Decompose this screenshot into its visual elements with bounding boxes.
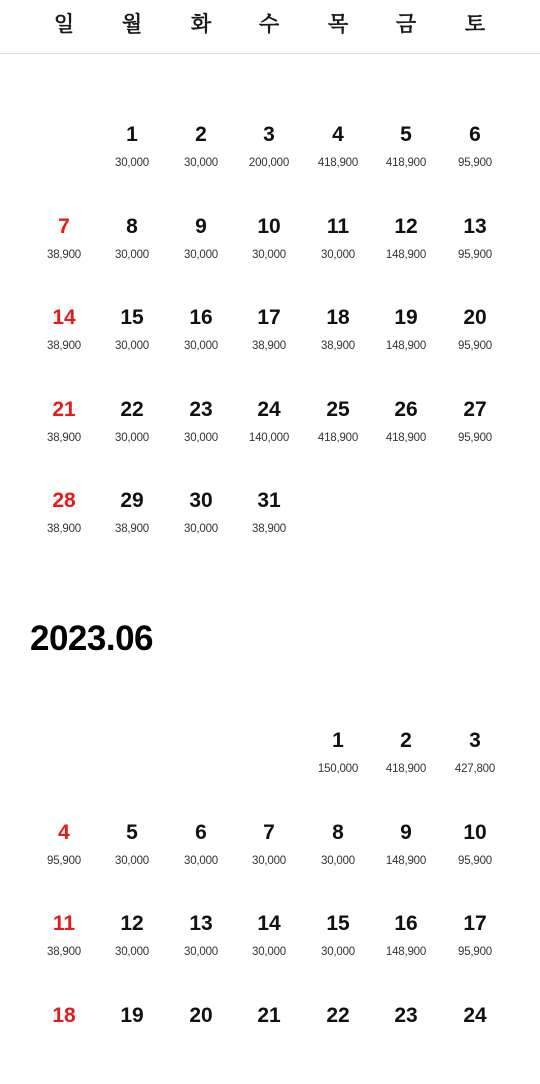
day-number: 19	[120, 1003, 144, 1027]
day-number: 5	[400, 123, 412, 146]
day-cell[interactable]	[372, 215, 440, 295]
day-price: 140,000	[248, 431, 290, 444]
weekday-fri: 금	[395, 12, 417, 36]
day-cell[interactable]	[30, 306, 98, 386]
day-price: 30,000	[115, 431, 149, 444]
day-number: 30	[189, 489, 213, 513]
day-number: 12	[120, 912, 144, 936]
day-price: 38,900	[321, 340, 355, 353]
day-cell[interactable]	[235, 306, 303, 386]
day-cell[interactable]	[441, 821, 509, 901]
day-price: 148,900	[385, 248, 427, 261]
day-price: 30,000	[115, 248, 149, 261]
day-number: 8	[126, 214, 138, 238]
day-cell[interactable]	[30, 821, 98, 901]
day-price: 30,000	[115, 340, 149, 353]
day-price: 30,000	[184, 340, 218, 353]
day-price: 30,000	[184, 157, 218, 169]
day-cell[interactable]	[304, 1004, 372, 1084]
day-cell[interactable]	[441, 912, 509, 992]
day-price: 95,900	[458, 431, 492, 444]
day-number: 16	[189, 306, 213, 330]
day-cell[interactable]	[167, 489, 235, 569]
day-cell[interactable]	[167, 821, 235, 901]
day-number: 13	[189, 912, 213, 936]
day-price: 30,000	[252, 946, 286, 959]
day-number: 24	[463, 1003, 487, 1027]
day-price: 418,900	[385, 431, 427, 444]
day-number: 3	[469, 729, 481, 752]
day-price: 30,000	[252, 248, 286, 261]
day-cell[interactable]	[98, 821, 166, 901]
day-cell[interactable]	[441, 1004, 509, 1084]
day-number: 17	[257, 306, 281, 330]
day-number: 9	[400, 820, 412, 844]
day-cell[interactable]	[167, 123, 235, 203]
day-cell[interactable]	[372, 1004, 440, 1084]
day-number: 5	[126, 820, 138, 844]
day-price: 30,000	[115, 946, 149, 959]
day-price: 95,900	[458, 157, 492, 169]
day-cell[interactable]	[98, 398, 166, 478]
day-cell[interactable]	[304, 215, 372, 295]
day-price: 30,000	[115, 854, 149, 867]
day-number: 11	[52, 912, 76, 936]
day-price: 38,900	[115, 523, 149, 536]
day-cell[interactable]	[98, 489, 166, 569]
day-number: 16	[394, 912, 418, 936]
day-number: 2	[195, 123, 207, 146]
day-cell[interactable]	[235, 912, 303, 992]
day-cell[interactable]	[235, 398, 303, 478]
day-cell[interactable]	[98, 215, 166, 295]
day-number: 17	[463, 912, 487, 936]
day-cell[interactable]	[441, 123, 509, 203]
day-cell[interactable]	[30, 489, 98, 569]
day-price: 418,900	[385, 763, 427, 775]
day-cell[interactable]	[372, 729, 440, 809]
month-title: 2023.06	[30, 619, 154, 658]
day-price: 95,900	[47, 854, 81, 867]
day-price: 95,900	[458, 854, 492, 867]
day-cell[interactable]	[235, 215, 303, 295]
day-cell[interactable]	[304, 729, 372, 809]
day-cell[interactable]	[30, 398, 98, 478]
day-number: 20	[189, 1003, 213, 1027]
day-price: 30,000	[184, 248, 218, 261]
day-cell[interactable]	[235, 489, 303, 569]
day-cell[interactable]	[235, 1004, 303, 1084]
day-number: 3	[263, 123, 275, 146]
day-price: 38,900	[47, 340, 81, 353]
day-number: 20	[463, 306, 487, 330]
day-number: 18	[326, 306, 350, 330]
day-cell[interactable]	[235, 123, 303, 203]
day-price: 95,900	[458, 946, 492, 959]
day-cell[interactable]	[30, 1004, 98, 1084]
day-cell[interactable]	[304, 398, 372, 478]
weekday-sun: 일	[53, 12, 75, 36]
day-cell[interactable]	[304, 123, 372, 203]
day-number: 7	[58, 214, 70, 238]
day-cell[interactable]	[441, 398, 509, 478]
day-cell[interactable]	[30, 912, 98, 992]
day-cell[interactable]	[167, 398, 235, 478]
day-number: 14	[52, 306, 76, 330]
day-price: 427,800	[454, 763, 496, 775]
day-cell[interactable]	[372, 306, 440, 386]
day-number: 11	[326, 214, 350, 238]
day-cell[interactable]	[441, 215, 509, 295]
day-price: 95,900	[458, 248, 492, 261]
day-number: 13	[463, 214, 487, 238]
day-cell[interactable]	[235, 821, 303, 901]
day-price: 38,900	[47, 431, 81, 444]
day-price: 30,000	[184, 854, 218, 867]
day-price: 148,900	[385, 946, 427, 959]
day-price: 30,000	[184, 523, 218, 536]
weekday-thu: 목	[327, 12, 349, 36]
day-number: 10	[257, 214, 281, 238]
day-cell[interactable]	[98, 912, 166, 992]
day-price: 418,900	[317, 157, 359, 169]
day-price: 30,000	[115, 157, 149, 169]
day-number: 8	[332, 820, 344, 844]
day-price: 418,900	[317, 431, 359, 444]
day-number: 14	[257, 912, 281, 936]
day-price: 38,900	[252, 340, 286, 353]
day-price: 30,000	[321, 854, 355, 867]
day-number: 23	[394, 1003, 418, 1027]
weekday-mon: 월	[121, 12, 143, 36]
day-price: 200,000	[248, 157, 290, 169]
day-cell[interactable]	[372, 123, 440, 203]
day-number: 21	[257, 1003, 281, 1027]
day-number: 24	[257, 397, 281, 421]
day-cell[interactable]	[167, 912, 235, 992]
day-number: 15	[326, 912, 350, 936]
day-cell[interactable]	[98, 306, 166, 386]
day-cell[interactable]	[98, 123, 166, 203]
day-number: 12	[394, 214, 418, 238]
day-price: 30,000	[321, 946, 355, 959]
day-number: 22	[326, 1003, 350, 1027]
day-number: 26	[394, 397, 418, 421]
day-price: 38,900	[252, 523, 286, 536]
day-cell[interactable]	[372, 912, 440, 992]
day-cell[interactable]	[98, 1004, 166, 1084]
day-cell[interactable]	[372, 398, 440, 478]
day-price: 150,000	[317, 763, 359, 775]
day-number: 29	[120, 489, 144, 513]
day-cell[interactable]	[441, 306, 509, 386]
day-price: 38,900	[47, 523, 81, 536]
day-price: 148,900	[385, 854, 427, 867]
day-cell[interactable]	[167, 306, 235, 386]
day-number: 4	[332, 123, 344, 146]
day-number: 6	[469, 123, 481, 146]
day-price: 418,900	[385, 157, 427, 169]
day-number: 10	[463, 820, 487, 844]
day-price: 95,900	[458, 340, 492, 353]
day-cell[interactable]	[304, 912, 372, 992]
day-price: 30,000	[184, 431, 218, 444]
day-number: 21	[52, 397, 76, 421]
day-number: 1	[126, 123, 138, 146]
day-number: 23	[189, 397, 213, 421]
day-price: 148,900	[385, 340, 427, 353]
day-cell[interactable]	[167, 1004, 235, 1084]
day-number: 31	[257, 489, 281, 513]
day-number: 2	[400, 729, 412, 752]
day-cell[interactable]	[304, 821, 372, 901]
day-price: 30,000	[184, 946, 218, 959]
day-number: 4	[58, 820, 70, 844]
weekday-tue: 화	[190, 12, 212, 36]
day-price: 30,000	[252, 854, 286, 867]
day-number: 9	[195, 214, 207, 238]
day-number: 7	[263, 820, 275, 844]
day-price: 30,000	[321, 248, 355, 261]
day-number: 22	[120, 397, 144, 421]
weekday-header	[0, 0, 540, 54]
day-cell[interactable]	[441, 729, 509, 809]
day-number: 15	[120, 306, 144, 330]
weekday-sat: 토	[464, 12, 486, 36]
day-number: 27	[463, 397, 487, 421]
day-cell[interactable]	[304, 306, 372, 386]
day-price: 38,900	[47, 946, 81, 959]
day-number: 18	[52, 1003, 76, 1027]
day-price: 38,900	[47, 248, 81, 261]
day-cell[interactable]	[30, 215, 98, 295]
day-number: 6	[195, 820, 207, 844]
day-number: 25	[326, 397, 350, 421]
day-number: 28	[52, 489, 76, 513]
day-number: 1	[332, 729, 344, 752]
day-number: 19	[394, 306, 418, 330]
weekday-wed: 수	[258, 12, 280, 36]
day-cell[interactable]	[372, 821, 440, 901]
day-cell[interactable]	[167, 215, 235, 295]
